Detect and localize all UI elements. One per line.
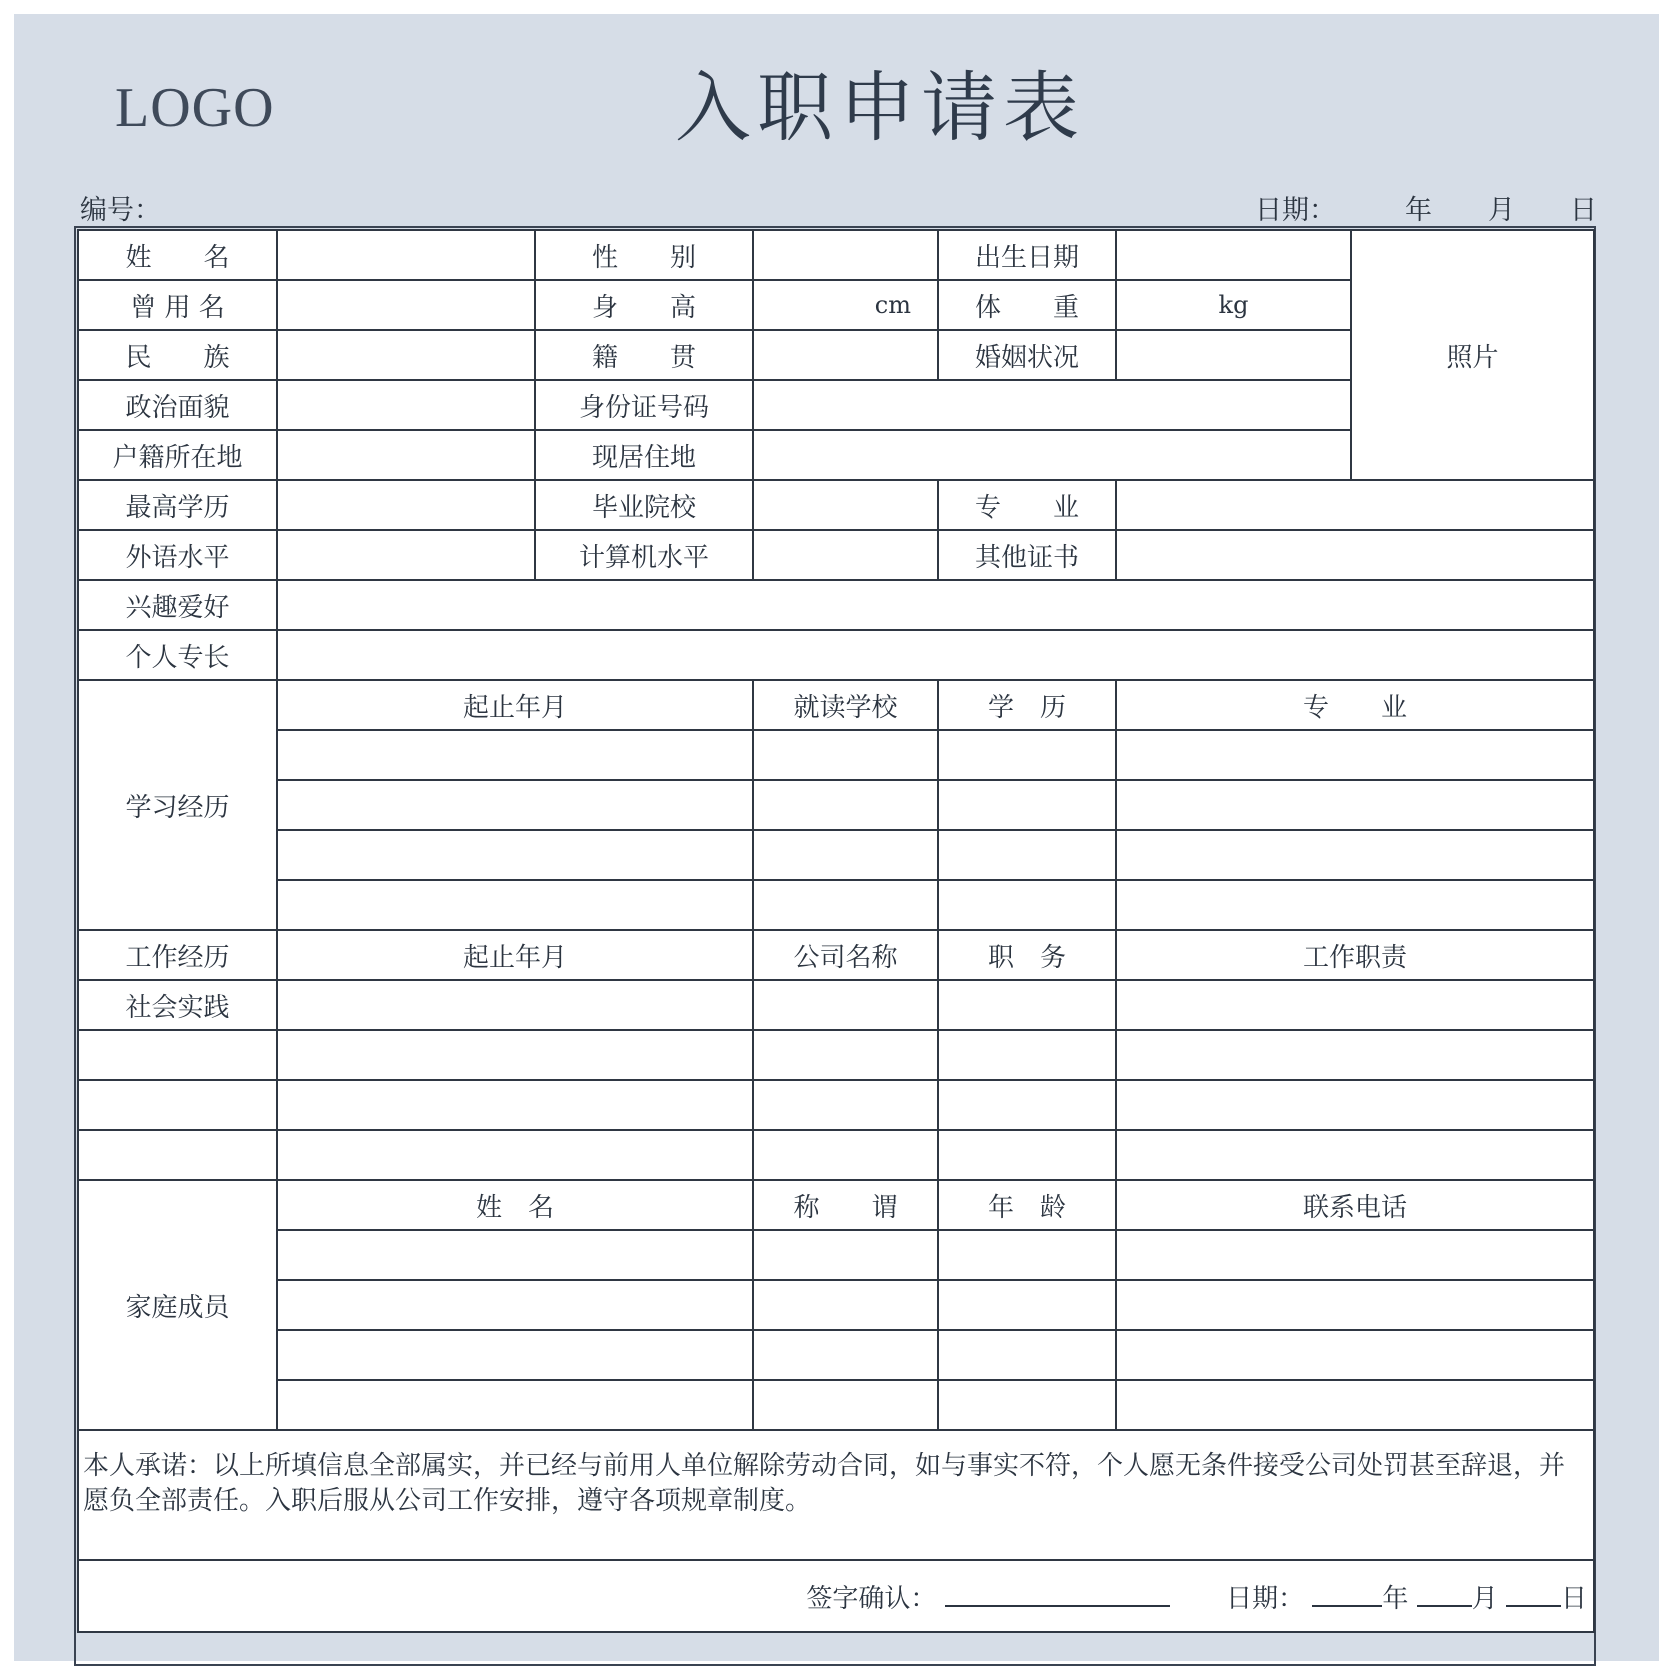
weight-label: 体 重 bbox=[938, 280, 1116, 330]
work-company-field[interactable] bbox=[753, 980, 938, 1030]
table-row bbox=[78, 1180, 1594, 1230]
study-degree-field[interactable] bbox=[938, 830, 1116, 880]
study-period-field[interactable] bbox=[277, 780, 753, 830]
school-field[interactable] bbox=[753, 480, 938, 530]
family-name-field[interactable] bbox=[277, 1330, 753, 1380]
application-table bbox=[77, 229, 1595, 1633]
work-company-header: 公司名称 bbox=[753, 930, 938, 980]
sign-date-label: 日期： bbox=[1226, 1583, 1305, 1614]
family-age-field[interactable] bbox=[938, 1330, 1116, 1380]
computer-field[interactable] bbox=[753, 530, 938, 580]
header-year: 年 bbox=[1405, 195, 1432, 226]
education-label: 最高学历 bbox=[78, 480, 277, 530]
work-side-field[interactable] bbox=[78, 1080, 277, 1130]
work-position-field[interactable] bbox=[938, 1030, 1116, 1080]
study-major-field[interactable] bbox=[1116, 730, 1594, 780]
header-month: 月 bbox=[1488, 195, 1515, 226]
sign-label: 签字确认： bbox=[806, 1583, 937, 1614]
specialty-field[interactable] bbox=[277, 630, 1594, 680]
sign-month: 月 bbox=[1471, 1583, 1498, 1614]
sign-day-line[interactable] bbox=[1506, 1581, 1561, 1607]
sign-day: 日 bbox=[1560, 1583, 1587, 1614]
hukou-label: 户籍所在地 bbox=[78, 430, 277, 480]
study-school-field[interactable] bbox=[753, 730, 938, 780]
family-age-field[interactable] bbox=[938, 1380, 1116, 1430]
political-label: 政治面貌 bbox=[78, 380, 277, 430]
social-practice-label: 社会实践 bbox=[78, 980, 277, 1030]
study-school-header: 就读学校 bbox=[753, 680, 938, 730]
birth-label: 出生日期 bbox=[938, 230, 1116, 280]
address-label: 现居住地 bbox=[535, 430, 753, 480]
height-field[interactable]: cm bbox=[753, 280, 938, 330]
study-major-field[interactable] bbox=[1116, 880, 1594, 930]
table-row bbox=[78, 480, 1594, 530]
former-name-label: 曾 用 名 bbox=[78, 280, 277, 330]
work-duty-field[interactable] bbox=[1116, 980, 1594, 1030]
signature-row bbox=[78, 1560, 1594, 1632]
family-name-field[interactable] bbox=[277, 1280, 753, 1330]
table-row bbox=[78, 630, 1594, 680]
sign-year: 年 bbox=[1382, 1583, 1409, 1614]
table-row bbox=[78, 980, 1594, 1030]
family-label: 家庭成员 bbox=[78, 1180, 277, 1430]
family-phone-header: 联系电话 bbox=[1116, 1180, 1594, 1230]
address-field[interactable] bbox=[753, 430, 1351, 480]
work-position-field[interactable] bbox=[938, 1080, 1116, 1130]
table-row bbox=[78, 880, 1594, 930]
weight-field[interactable]: kg bbox=[1116, 280, 1351, 330]
former-name-field[interactable] bbox=[277, 280, 535, 330]
table-row bbox=[78, 1230, 1594, 1280]
family-phone-field[interactable] bbox=[1116, 1280, 1594, 1330]
study-label: 学习经历 bbox=[78, 680, 277, 930]
certs-field[interactable] bbox=[1116, 530, 1594, 580]
name-label: 姓 名 bbox=[78, 230, 277, 280]
language-field[interactable] bbox=[277, 530, 535, 580]
work-duty-field[interactable] bbox=[1116, 1130, 1594, 1180]
family-age-field[interactable] bbox=[938, 1280, 1116, 1330]
marital-field[interactable] bbox=[1116, 330, 1351, 380]
specialty-label: 个人专长 bbox=[78, 630, 277, 680]
family-relation-field[interactable] bbox=[753, 1380, 938, 1430]
study-period-field[interactable] bbox=[277, 880, 753, 930]
study-period-header: 起止年月 bbox=[277, 680, 753, 730]
school-label: 毕业院校 bbox=[535, 480, 753, 530]
family-age-header: 年 龄 bbox=[938, 1180, 1116, 1230]
family-relation-header: 称 谓 bbox=[753, 1180, 938, 1230]
ethnic-label: 民 族 bbox=[78, 330, 277, 380]
table-row bbox=[78, 530, 1594, 580]
work-period-header: 起止年月 bbox=[277, 930, 753, 980]
table-row bbox=[78, 580, 1594, 630]
study-period-field[interactable] bbox=[277, 830, 753, 880]
native-field[interactable] bbox=[753, 330, 938, 380]
table-row bbox=[78, 1080, 1594, 1130]
hobby-label: 兴趣爱好 bbox=[78, 580, 277, 630]
header-day: 日 bbox=[1570, 195, 1597, 226]
gender-field[interactable] bbox=[753, 230, 938, 280]
sign-year-line[interactable] bbox=[1312, 1581, 1382, 1607]
id-number-label: 身份证号码 bbox=[535, 380, 753, 430]
birth-field[interactable] bbox=[1116, 230, 1351, 280]
political-field[interactable] bbox=[277, 380, 535, 430]
study-degree-field[interactable] bbox=[938, 780, 1116, 830]
work-period-field[interactable] bbox=[277, 1130, 753, 1180]
study-degree-field[interactable] bbox=[938, 730, 1116, 780]
family-name-header: 姓 名 bbox=[277, 1180, 753, 1230]
id-number-field[interactable] bbox=[753, 380, 1351, 430]
work-position-header: 职 务 bbox=[938, 930, 1116, 980]
table-row bbox=[78, 930, 1594, 980]
work-side-field[interactable] bbox=[78, 1130, 277, 1180]
study-school-field[interactable] bbox=[753, 830, 938, 880]
table-row bbox=[78, 780, 1594, 830]
table-row bbox=[78, 1130, 1594, 1180]
table-row bbox=[78, 230, 1594, 280]
work-period-field[interactable] bbox=[277, 980, 753, 1030]
study-school-field[interactable] bbox=[753, 780, 938, 830]
header-date-label: 日期： bbox=[1255, 195, 1336, 226]
logo: LOGO bbox=[115, 77, 275, 139]
study-degree-field[interactable] bbox=[938, 880, 1116, 930]
family-relation-field[interactable] bbox=[753, 1230, 938, 1280]
family-phone-field[interactable] bbox=[1116, 1230, 1594, 1280]
work-duty-field[interactable] bbox=[1116, 1080, 1594, 1130]
name-field[interactable] bbox=[277, 230, 535, 280]
certs-label: 其他证书 bbox=[938, 530, 1116, 580]
language-label: 外语水平 bbox=[78, 530, 277, 580]
study-major-field[interactable] bbox=[1116, 780, 1594, 830]
work-company-field[interactable] bbox=[753, 1130, 938, 1180]
signature-line[interactable] bbox=[945, 1581, 1170, 1607]
family-phone-field[interactable] bbox=[1116, 1380, 1594, 1430]
family-relation-field[interactable] bbox=[753, 1280, 938, 1330]
ethnic-field[interactable] bbox=[277, 330, 535, 380]
gender-label: 性 别 bbox=[535, 230, 753, 280]
work-period-field[interactable] bbox=[277, 1080, 753, 1130]
work-label: 工作经历 bbox=[78, 930, 277, 980]
family-name-field[interactable] bbox=[277, 1230, 753, 1280]
photo-cell[interactable]: 照片 bbox=[1351, 230, 1594, 480]
family-phone-field[interactable] bbox=[1116, 1330, 1594, 1380]
table-row bbox=[78, 1380, 1594, 1430]
number-label: 编号： bbox=[80, 195, 161, 226]
table-row bbox=[78, 1430, 1594, 1560]
work-position-field[interactable] bbox=[938, 1130, 1116, 1180]
table-row bbox=[78, 730, 1594, 780]
work-company-field[interactable] bbox=[753, 1080, 938, 1130]
work-company-field[interactable] bbox=[753, 1030, 938, 1080]
page-title: 入职申请表 bbox=[675, 63, 1085, 152]
promise-text: 本人承诺：以上所填信息全部属实，并已经与前用人单位解除劳动合同，如与事实不符，个人愿无条件接受公司处罚甚至辞退，并愿负全部责任。入职后服从公司工作安排，遵守各项规章制度。 bbox=[78, 1430, 1594, 1560]
marital-label: 婚姻状况 bbox=[938, 330, 1116, 380]
table-row bbox=[78, 830, 1594, 880]
table-row bbox=[78, 1560, 1594, 1632]
major-label: 专 业 bbox=[938, 480, 1116, 530]
table-row bbox=[78, 1280, 1594, 1330]
table-row bbox=[78, 1330, 1594, 1380]
table-row bbox=[78, 1030, 1594, 1080]
work-side-field[interactable] bbox=[78, 1030, 277, 1080]
family-name-field[interactable] bbox=[277, 1380, 753, 1430]
work-period-field[interactable] bbox=[277, 1030, 753, 1080]
work-duty-field[interactable] bbox=[1116, 1030, 1594, 1080]
study-degree-header: 学 历 bbox=[938, 680, 1116, 730]
computer-label: 计算机水平 bbox=[535, 530, 753, 580]
table-row bbox=[78, 680, 1594, 730]
work-duty-header: 工作职责 bbox=[1116, 930, 1594, 980]
native-label: 籍 贯 bbox=[535, 330, 753, 380]
family-relation-field[interactable] bbox=[753, 1330, 938, 1380]
work-position-field[interactable] bbox=[938, 980, 1116, 1030]
study-major-header: 专 业 bbox=[1116, 680, 1594, 730]
height-label: 身 高 bbox=[535, 280, 753, 330]
hobby-field[interactable] bbox=[277, 580, 1594, 630]
study-school-field[interactable] bbox=[753, 880, 938, 930]
study-period-field[interactable] bbox=[277, 730, 753, 780]
education-field[interactable] bbox=[277, 480, 535, 530]
major-field[interactable] bbox=[1116, 480, 1594, 530]
hukou-field[interactable] bbox=[277, 430, 535, 480]
study-major-field[interactable] bbox=[1116, 830, 1594, 880]
family-age-field[interactable] bbox=[938, 1230, 1116, 1280]
sign-month-line[interactable] bbox=[1417, 1581, 1472, 1607]
